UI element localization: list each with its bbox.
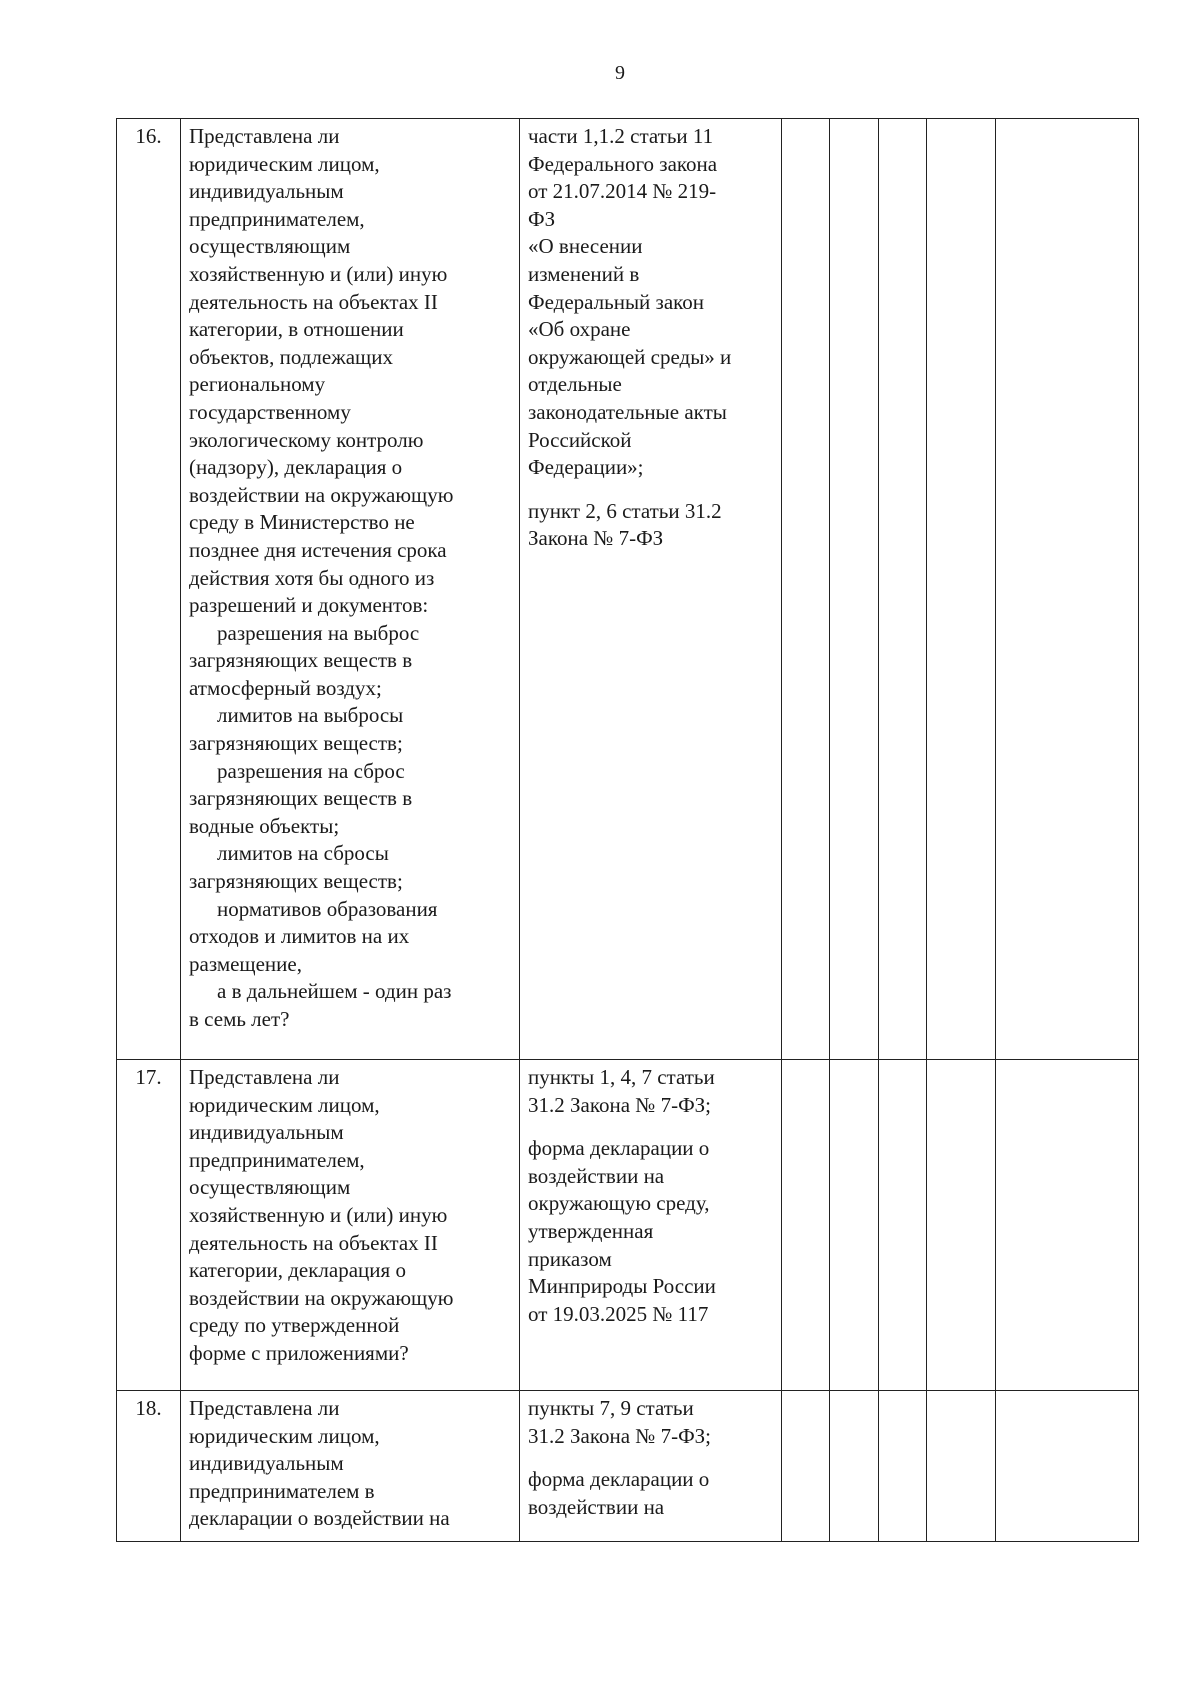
question-line: хозяйственную и (или) иную	[189, 261, 448, 286]
question-cell	[181, 1060, 520, 1391]
question-line: Представлена ли	[189, 1396, 340, 1420]
reference-line: Федерации»;	[528, 455, 644, 480]
reference-line: «Об охране	[528, 317, 631, 342]
reference-line: воздействии на	[528, 1163, 665, 1188]
reference-line: окружающей среды» и	[528, 344, 732, 369]
reference-line: пункты 7, 9 статьи	[528, 1396, 694, 1420]
row-number: 17.	[117, 1060, 181, 1391]
question-line: юридическим лицом,	[189, 151, 380, 176]
empty-answer-cell-1	[782, 1060, 830, 1391]
question-line: Представлена ли	[189, 1065, 340, 1089]
reference-line: утвержденная	[528, 1218, 654, 1243]
legal-reference-cell	[520, 1060, 782, 1391]
checklist-rows	[117, 119, 1139, 1542]
empty-answer-cell-4	[927, 1060, 996, 1391]
reference-line: «О внесении	[528, 234, 643, 259]
table-row	[117, 119, 1139, 1060]
question-line: юридическим лицом,	[189, 1092, 380, 1117]
question-line: объектов, подлежащих	[189, 344, 393, 369]
reference-line: части 1,1.2 статьи 11	[528, 124, 714, 148]
question-line: государственному	[189, 399, 351, 424]
question-line: категории, в отношении	[189, 317, 404, 342]
reference-line: изменений в	[528, 261, 640, 286]
reference-line: окружающую среду,	[528, 1191, 710, 1216]
question-line: индивидуальным	[189, 1451, 344, 1476]
empty-answer-cell-3	[879, 119, 927, 1060]
reference-line: 31.2 Закона № 7-ФЗ;	[528, 1092, 712, 1117]
question-line: предпринимателем,	[189, 206, 365, 231]
question-line: разрешений и документов:	[189, 593, 429, 618]
reference-line: ФЗ	[528, 206, 556, 231]
reference-line: воздействии на	[528, 1494, 665, 1519]
question-line: позднее дня истечения срока	[189, 537, 447, 562]
question-line: категории, декларация о	[189, 1258, 406, 1283]
empty-answer-cell-1	[782, 119, 830, 1060]
question-line: экологическому контролю	[189, 427, 424, 452]
question-line: осуществляющим	[189, 1175, 351, 1200]
reference-line: законодательные акты	[528, 399, 727, 424]
question-line: хозяйственную и (или) иную	[189, 1202, 448, 1227]
row-number: 18.	[117, 1391, 181, 1542]
question-line: размещение,	[189, 951, 302, 976]
empty-answer-cell-3	[879, 1391, 927, 1542]
question-line: Представлена ли	[189, 124, 340, 148]
question-line: среду в Министерство не	[189, 510, 415, 535]
question-line: юридическим лицом,	[189, 1423, 380, 1448]
empty-answer-cell-5	[996, 1391, 1139, 1542]
question-line: индивидуальным	[189, 1120, 344, 1145]
reference-line: Закона № 7-ФЗ	[528, 526, 664, 551]
question-line: региональному	[189, 372, 326, 397]
question-line: загрязняющих веществ;	[189, 731, 403, 756]
question-line: лимитов на выбросы	[217, 703, 404, 728]
question-line: воздействии на окружающую	[189, 1285, 454, 1310]
reference-gap	[528, 1119, 773, 1135]
reference-line: пункты 1, 4, 7 статьи	[528, 1065, 715, 1089]
legal-reference-cell	[520, 1391, 782, 1542]
question-line: отходов и лимитов на их	[189, 924, 410, 949]
question-line: декларации о воздействии на	[189, 1506, 450, 1531]
question-line: действия хотя бы одного из	[189, 565, 435, 590]
reference-gap	[528, 1450, 773, 1466]
question-line: форме с приложениями?	[189, 1340, 409, 1365]
empty-answer-cell-4	[927, 1391, 996, 1542]
reference-line: от 21.07.2014 № 219-	[528, 179, 717, 204]
empty-answer-cell-2	[830, 119, 879, 1060]
empty-answer-cell-2	[830, 1391, 879, 1542]
reference-line: форма декларации о	[528, 1136, 710, 1161]
question-cell	[181, 1391, 520, 1542]
question-line: а в дальнейшем - один раз	[217, 979, 452, 1004]
question-line: водные объекты;	[189, 813, 340, 838]
reference-line: отдельные	[528, 372, 622, 397]
row-number: 16.	[117, 119, 181, 1060]
question-line: разрешения на сброс	[217, 758, 405, 783]
question-line: осуществляющим	[189, 234, 351, 259]
question-line: атмосферный воздух;	[189, 675, 382, 700]
empty-answer-cell-1	[782, 1391, 830, 1542]
legal-reference-cell	[520, 119, 782, 1060]
question-line: предпринимателем в	[189, 1478, 375, 1503]
reference-line: приказом	[528, 1246, 612, 1271]
question-line: среду по утвержденной	[189, 1313, 400, 1338]
reference-line: Федеральный закон	[528, 289, 705, 314]
question-line: загрязняющих веществ в	[189, 786, 413, 811]
question-line: нормативов образования	[217, 896, 438, 921]
reference-line: от 19.03.2025 № 117	[528, 1301, 709, 1326]
reference-line: Российской	[528, 427, 632, 452]
question-line: загрязняющих веществ;	[189, 869, 403, 894]
reference-line: Федерального закона	[528, 151, 718, 176]
empty-answer-cell-3	[879, 1060, 927, 1391]
question-line: в семь лет?	[189, 1007, 290, 1031]
question-line: (надзору), декларация о	[189, 455, 403, 480]
question-line: деятельность на объектах II	[189, 1230, 438, 1255]
question-line: предпринимателем,	[189, 1147, 365, 1172]
table-row	[117, 1391, 1139, 1542]
empty-answer-cell-5	[996, 119, 1139, 1060]
question-line: лимитов на сбросы	[217, 841, 389, 866]
question-line: разрешения на выброс	[217, 620, 420, 645]
reference-line: пункт 2, 6 статьи 31.2	[528, 498, 722, 523]
reference-line: Минприроды России	[528, 1274, 716, 1299]
question-cell	[181, 119, 520, 1060]
reference-line: форма декларации о	[528, 1467, 710, 1492]
question-line: воздействии на окружающую	[189, 482, 454, 507]
question-line: индивидуальным	[189, 179, 344, 204]
checklist-table	[116, 118, 1139, 1542]
empty-answer-cell-2	[830, 1060, 879, 1391]
page-number: 9	[615, 62, 625, 84]
question-line: загрязняющих веществ в	[189, 648, 413, 673]
question-line: деятельность на объектах II	[189, 289, 438, 314]
reference-gap	[528, 482, 773, 498]
empty-answer-cell-5	[996, 1060, 1139, 1391]
reference-line: 31.2 Закона № 7-ФЗ;	[528, 1423, 712, 1448]
empty-answer-cell-4	[927, 119, 996, 1060]
table-row	[117, 1060, 1139, 1391]
